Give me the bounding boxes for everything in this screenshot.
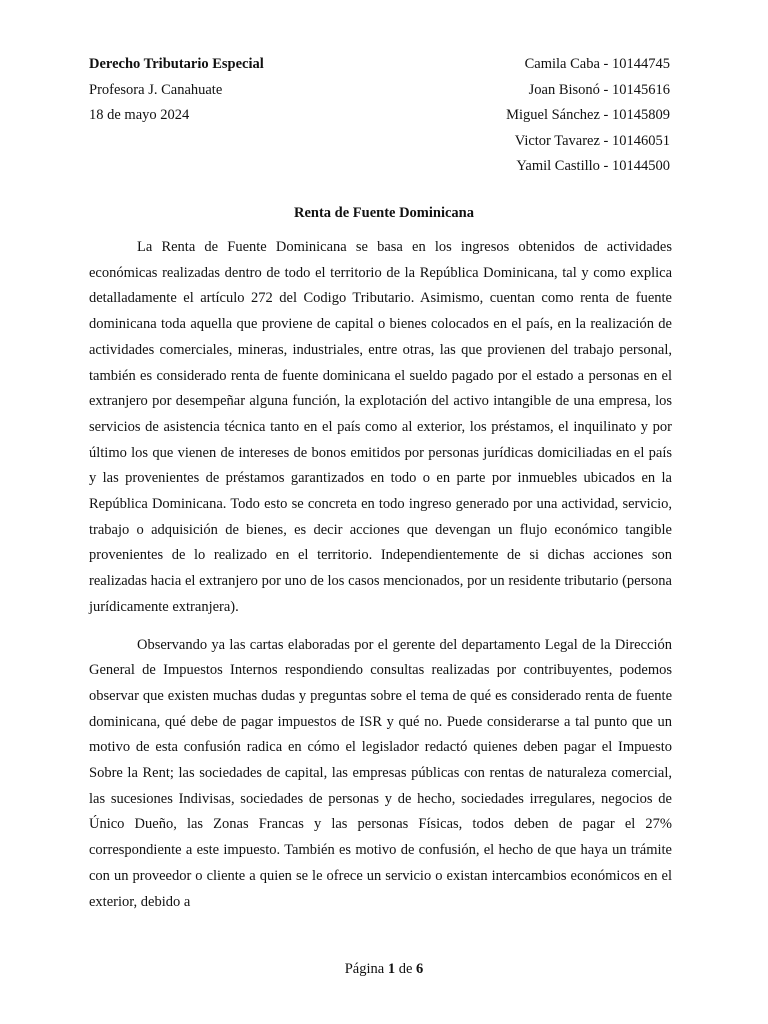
page-word: Página (344, 961, 385, 977)
author-line: Yamil Castillo - 10144500 (516, 158, 670, 174)
page-total: 6 (416, 961, 424, 977)
authors-list (506, 52, 670, 180)
document-body (89, 235, 672, 927)
professor-name: Profesora J. Canahuate (89, 81, 223, 98)
of-word: de (398, 961, 413, 977)
page-current: 1 (387, 961, 396, 977)
author-line: Joan Bisonó - 10145616 (528, 81, 670, 98)
course-name: Derecho Tributario Especial (89, 56, 264, 72)
author-line: Victor Tavarez - 10146051 (514, 132, 670, 149)
body-paragraph: Observando ya las cartas elaboradas por el gerente del departamento Legal de la Dirección General de Impuestos Internos respondiendo consultas realizadas por contribuyentes, podemos observar que existen muchas dudas y preguntas sobre el tema de qué es considerado renta de fuente dominicana, qué debe de pagar impuestos de ISR y qué no. Puede considerarse a tal punto que un motivo de esta confusión radica en cómo el legislador redactó quienes deben pagar el Impuesto Sobre la Rent; las sociedades de capital, las empresas públicas con rentas de naturaleza comercial, las sucesiones Indivisas, sociedades de personas y de hecho, sociedades irregulares, negocios de Único Dueño, las Zonas Francas y las personas Físicas, todos deben de pagar el 27% correspondiente a este impuesto. También es motivo de confusión, el hecho de que haya un trámite con un proveedor o cliente a quien se le ofrece un servicio o existan intercambios económicos en el exterior, debido a (89, 636, 672, 910)
body-paragraph: La Renta de Fuente Dominicana se basa en los ingresos obtenidos de actividades económicas realizadas dentro de todo el territorio de la República Dominicana, tal y como explica detalladamente el artículo 272 del Codigo Tributario. Asimismo, cuentan como renta de fuente dominicana toda aquella que proviene de capital o bienes colocados en el país, en la realización de actividades comerciales, mineras, industriales, entre otras, las que provienen del trabajo personal, también es considerado renta de fuente dominicana el sueldo pagado por el estado a personas en el extranjero por desempeñar alguna función, la explotación del activo intangible de una empresa, los servicios de asistencia técnica tanto en el país como al exterior, los préstamos, el inquilinato y por último los que vienen de intereses de bonos emitidos por personas jurídicas domiciliadas en el país y las provenientes de préstamos garantizados en todo o en parte por inmuebles ubicados en la República Dominicana. Todo esto se concreta en todo ingreso generado por una actividad, servicio, trabajo o adquisición de bienes, es decir acciones que devengan un flujo económico tangible provenientes de lo realizado en el territorio. Independientemente de si dichas acciones son realizadas hacia el extranjero por uno de los casos mencionados, por un residente tributario (persona jurídicamente extranjera). (89, 239, 672, 615)
page-number-footer (0, 957, 768, 981)
author-line: Camila Caba - 10144745 (524, 56, 670, 72)
header-left-block (89, 52, 264, 129)
author-line: Miguel Sánchez - 10145809 (506, 107, 670, 123)
document-title: Renta de Fuente Dominicana (293, 205, 475, 221)
document-date: 18 de mayo 2024 (89, 107, 190, 123)
